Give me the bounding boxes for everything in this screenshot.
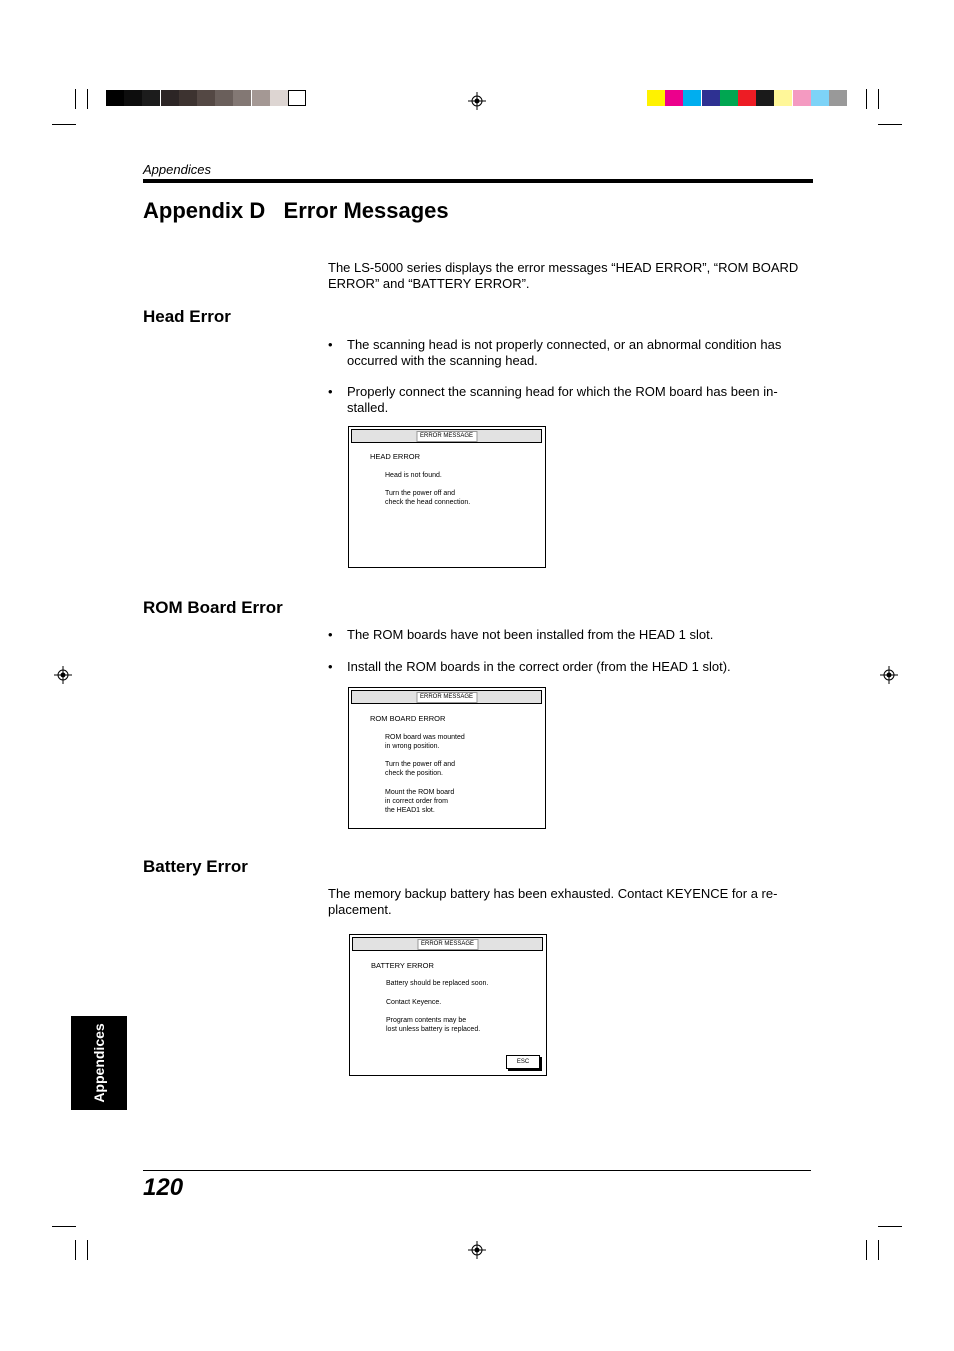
head-error-screen (348, 426, 546, 568)
crop-mark (52, 124, 76, 125)
error-name: HEAD ERROR (370, 452, 421, 461)
list-item (328, 337, 798, 369)
crop-mark (878, 1240, 879, 1260)
screen-title: ERROR MESSAGE (416, 431, 477, 442)
crop-mark (87, 1240, 88, 1260)
error-message: Battery should be replaced soon. (386, 980, 489, 987)
registration-mark-icon (468, 92, 486, 110)
error-name: BATTERY ERROR (371, 961, 434, 970)
section-heading-head-error: Head Error (143, 307, 231, 326)
section-heading-battery-error: Battery Error (143, 857, 248, 876)
crop-mark (866, 89, 867, 109)
color-swatch (665, 90, 683, 106)
screen-title: ERROR MESSAGE (416, 692, 477, 703)
color-swatch (215, 90, 233, 106)
color-swatch (106, 90, 124, 106)
list-item (328, 627, 798, 643)
color-swatch (124, 90, 142, 106)
crop-mark (878, 124, 902, 125)
error-message: Turn the power off and check the position. (385, 761, 456, 777)
screen-title: ERROR MESSAGE (417, 939, 478, 950)
color-swatch (161, 90, 179, 106)
section-heading-rom-board-error: ROM Board Error (143, 598, 283, 617)
color-swatch (179, 90, 197, 106)
crop-mark (75, 1240, 76, 1260)
color-swatch (793, 90, 811, 106)
color-swatch (647, 90, 665, 106)
error-message: Program contents may be lost unless battery is replaced. (386, 1017, 481, 1033)
color-swatch (683, 90, 701, 106)
error-message: Mount the ROM board in correct order from the HEAD1 slot. (385, 789, 455, 814)
color-swatch (142, 90, 160, 106)
color-swatch (233, 90, 251, 106)
page-title: Appendix D Error Messages (143, 198, 449, 223)
rom-board-error-screen (348, 687, 546, 829)
color-swatch (270, 90, 288, 106)
crop-mark (878, 89, 879, 109)
color-swatch (738, 90, 756, 106)
error-message: Contact Keyence. (386, 999, 442, 1006)
bullet-icon: • (328, 659, 333, 674)
color-swatch (252, 90, 270, 106)
crop-mark (75, 89, 76, 109)
bullet-text: The scanning head is not properly connected, or an abnormal condition has occurred with the scanning head. (347, 337, 782, 368)
bullet-icon: • (328, 337, 333, 352)
registration-mark-icon (54, 666, 72, 684)
error-name: ROM BOARD ERROR (370, 714, 446, 723)
color-swatch (197, 90, 215, 106)
screen-title-bar (351, 429, 542, 443)
color-swatch (756, 90, 774, 106)
bullet-text: Install the ROM boards in the correct order (from the HEAD 1 slot). (347, 659, 731, 674)
bullet-text: Properly connect the scanning head for which the ROM board has been in-stalled. (347, 384, 778, 415)
error-message: Head is not found. (385, 472, 442, 479)
side-tab (71, 1016, 127, 1110)
error-message: ROM board was mounted in wrong position. (385, 734, 465, 750)
screen-title-bar (352, 937, 543, 951)
error-message: Turn the power off and check the head connection. (385, 490, 471, 506)
screen-title-bar (351, 690, 542, 704)
color-swatch (774, 90, 792, 106)
side-tab-label: Appendices (91, 1023, 107, 1103)
bullet-icon: • (328, 384, 333, 399)
list-item (328, 659, 798, 675)
running-head: Appendices (143, 162, 211, 177)
crop-mark (866, 1240, 867, 1260)
color-swatch (702, 90, 720, 106)
crop-mark (52, 1226, 76, 1227)
list-item (328, 384, 798, 416)
color-swatch (720, 90, 738, 106)
footer-rule (143, 1170, 811, 1171)
bullet-text: The ROM boards have not been installed from the HEAD 1 slot. (347, 627, 714, 642)
color-swatch (829, 90, 847, 106)
registration-mark-icon (880, 666, 898, 684)
registration-mark-icon (468, 1241, 486, 1259)
battery-error-text: The memory backup battery has been exhausted. Contact KEYENCE for a re-placement. (328, 886, 778, 917)
page-number: 120 (143, 1174, 184, 1201)
bullet-icon: • (328, 627, 333, 642)
intro-paragraph: The LS-5000 series displays the error messages “HEAD ERROR”, “ROM BOARD ERROR” and “BATTERY ERROR”. (328, 260, 799, 291)
color-swatch (288, 90, 306, 106)
header-rule (143, 179, 813, 183)
color-swatch (811, 90, 829, 106)
battery-error-screen (349, 934, 547, 1076)
crop-mark (87, 89, 88, 109)
esc-button[interactable]: ESC (506, 1055, 540, 1069)
crop-mark (878, 1226, 902, 1227)
